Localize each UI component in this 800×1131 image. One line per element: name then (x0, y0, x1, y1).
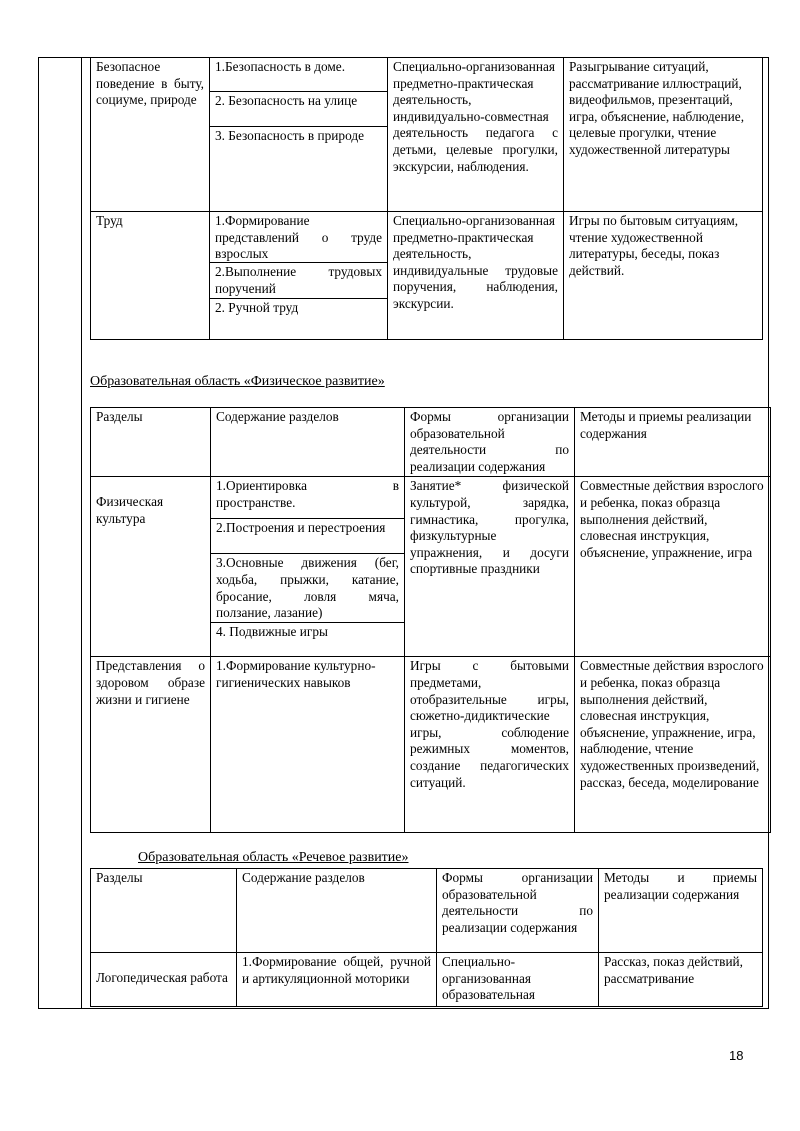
page-frame-bottom (38, 1008, 769, 1009)
forms-cell: Специально-организованная предметно-практическая деятельность, индивидуальные трудовые поручения, наблюдения, экскурсии. (388, 212, 564, 340)
section-heading-speech: Образовательная область «Речевое развитие» (138, 850, 409, 865)
methods-cell: Совместные действия взрослого и ребенка, показ образца выполнения действий, словесная инструкция, объяснение, упражнение, игра (575, 477, 771, 657)
section-label: Логопедическая работа (96, 970, 228, 985)
header-cell: Содержание разделов (237, 869, 437, 953)
content-item: 2.Выполнение трудовых поручений (210, 263, 387, 299)
table-row (91, 58, 763, 212)
page-number: 18 (729, 1048, 744, 1063)
contents-cell: 1.Формирование культурно-гигиенических навыков (211, 657, 405, 833)
header-cell: Содержание разделов (211, 408, 405, 477)
contents-cell (211, 477, 405, 657)
content-item: 2.Построения и перестроения (211, 519, 404, 554)
forms-cell: Игры с бытовыми предметами, отобразительные игры, сюжетно-дидиктические игры, соблюдение режимных моментов, создание педагогических ситуаций. (405, 657, 575, 833)
page-frame-left (38, 57, 39, 1009)
content-item: 1.Безопасность в доме. (210, 58, 387, 92)
table-row (91, 477, 771, 657)
forms-cell: Специально-организованная образовательная (437, 953, 599, 1007)
table-header-row (91, 869, 763, 953)
forms-cell: Специально-организованная предметно-практическая деятельность, индивидуально-совместная деятельность педагога с детьми, целевые прогулки, экскурсии, наблюдения. (388, 58, 564, 212)
section-cell (91, 953, 237, 1007)
header-cell: Формы организации образовательной деятельности по реализации содержания (405, 408, 575, 477)
content-item: 2. Ручной труд (215, 300, 299, 315)
contents-cell (210, 58, 388, 212)
table-header-row (91, 408, 771, 477)
content-item: 2. Безопасность на улице (210, 92, 387, 127)
section-cell (91, 477, 211, 657)
content-item: 1.Формирование представлений о труде взрослых (210, 212, 387, 263)
section-cell: Труд (91, 212, 210, 340)
contents-cell (210, 212, 388, 340)
header-cell: Методы и приемы реализации содержания (575, 408, 771, 477)
table-row (91, 657, 771, 833)
header-cell: Разделы (91, 408, 211, 477)
safety-labor-table (90, 57, 763, 340)
methods-cell: Рассказ, показ действий, рассматривание (599, 953, 763, 1007)
methods-cell: Совместные действия взрослого и ребенка, показ образца выполнения действий, словесная инструкция, объяснение, упражнение, игра, наблюдение, чтение художественных произведений, рассказ, беседа, моделирование (575, 657, 771, 833)
page-frame-inner-left (81, 57, 82, 1009)
header-cell: Формы организации образовательной деятельности по реализации содержания (437, 869, 599, 953)
section-cell: Представления о здоровом образе жизни и гигиене (91, 657, 211, 833)
speech-development-table (90, 868, 763, 1007)
content-item: 1.Ориентировка в пространстве. (211, 477, 404, 519)
methods-cell: Разыгрывание ситуаций, рассматривание иллюстраций, видеофильмов, презентаций, игра, объяснение, наблюдение, целевые прогулки, чтение художественной литературы (564, 58, 763, 212)
physical-development-table (90, 407, 771, 833)
content-item: 3.Основные движения (бег, ходьба, прыжки, катание, бросание, ловля мяча, ползание, лазание) (211, 554, 404, 623)
section-cell: Безопасное поведение в быту, социуме, природе (91, 58, 210, 212)
table-row (91, 212, 763, 340)
table-row (91, 953, 763, 1007)
methods-cell: Игры по бытовым ситуациям, чтение художественной литературы, беседы, показ действий. (564, 212, 763, 340)
section-heading-physical: Образовательная область «Физическое развитие» (90, 374, 385, 389)
content-item: 3. Безопасность в природе (215, 128, 364, 143)
content-item: 4. Подвижные игры (216, 624, 328, 640)
contents-cell: 1.Формирование общей, ручной и артикуляционной моторики (237, 953, 437, 1007)
header-cell: Разделы (91, 869, 237, 953)
header-cell: Методы и приемы реализации содержания (599, 869, 763, 953)
section-label: Физическая культура (96, 494, 164, 526)
forms-cell: Занятие* физической культурой, зарядка, гимнастика, прогулка, физкультурные упражнения, и досуги спортивные праздники (405, 477, 575, 657)
